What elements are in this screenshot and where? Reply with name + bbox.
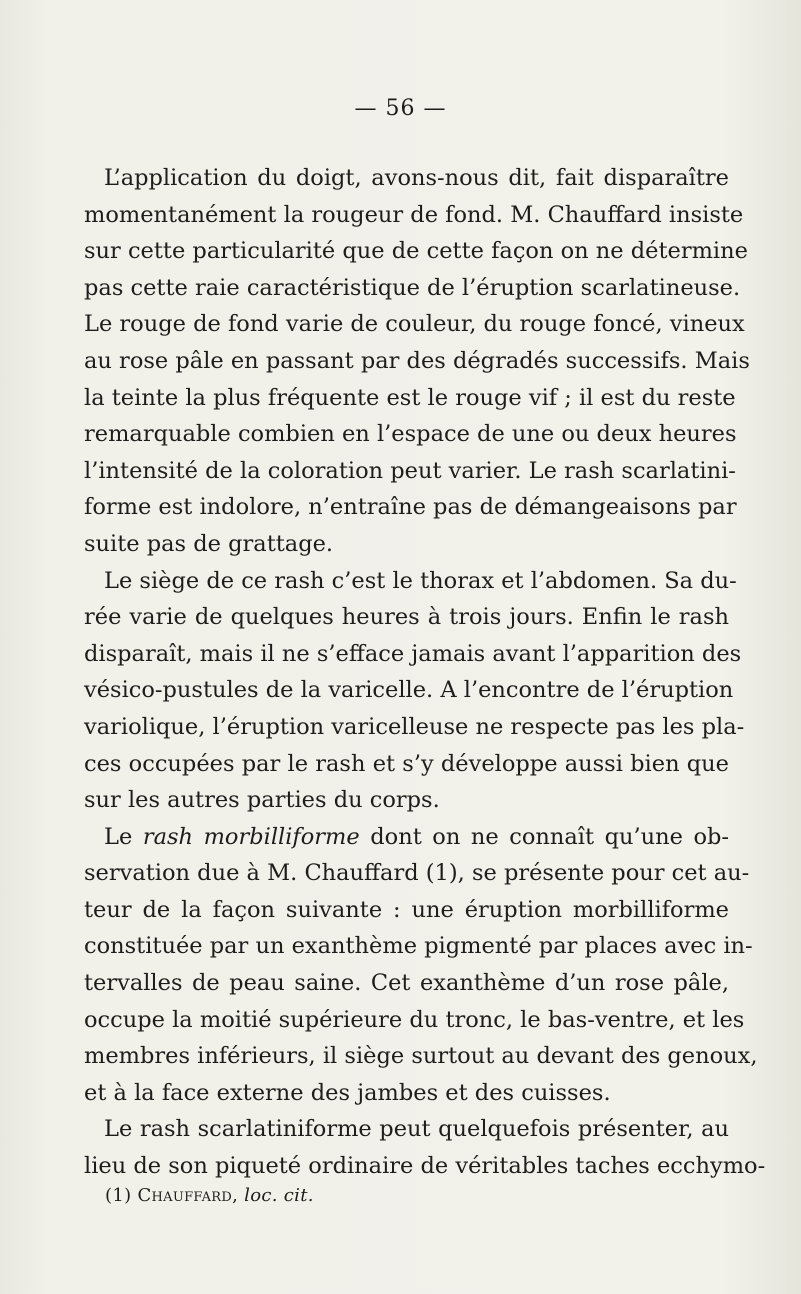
footnote-author: Chauffard,: [137, 1185, 239, 1206]
text-line: teur de la façon suivante : une éruption morbilliforme: [84, 896, 729, 923]
text-line: suite pas de grattage.: [84, 530, 334, 557]
footnote-reference: loc. cit.: [244, 1185, 314, 1206]
text-line: au rose pâle en passant par des dégradés successifs. Mais: [84, 347, 750, 374]
rash-line-rest: dont on ne connaît qu’une ob-: [370, 823, 730, 850]
text-line: tervalles de peau saine. Cet exanthème d’un rose pâle,: [84, 970, 729, 997]
text-line: ces occupées par le rash et s’y développe aussi bien que: [84, 750, 729, 777]
text-line: variolique, l’éruption varicelleuse ne respecte pas les pla-: [84, 713, 745, 740]
text-line: forme est indolore, n’entraîne pas de démangeaisons par: [84, 494, 737, 521]
body-text: [84, 160, 766, 1185]
text-line: membres inférieurs, il siège surtout au devant des genoux,: [84, 1043, 758, 1070]
text-line-rash-morbilliforme: [84, 819, 729, 856]
text-line: L’application du doigt, avons-nous dit, fait disparaître: [104, 165, 729, 191]
text-line: pas cette raie caractéristique de l’éruption scarlatineuse.: [84, 274, 741, 301]
text-line: momentanément la rougeur de fond. M. Chauffard insiste: [84, 201, 744, 228]
footnote-number: (1): [105, 1185, 132, 1206]
footnote: [105, 1185, 314, 1206]
text-line: la teinte la plus fréquente est le rouge vif ; il est du reste: [84, 384, 736, 411]
text-line: lieu de son piqueté ordinaire de véritables taches ecchymo-: [84, 1153, 766, 1180]
text-line: et à la face externe des jambes et des cuisses.: [84, 1079, 611, 1106]
page-number-header: — 56 —: [354, 96, 447, 121]
rash-line-prefix: Le: [104, 823, 133, 850]
rash-morbilliforme-term: rash morbilliforme: [142, 823, 360, 850]
text-line: servation due à M. Chauffard (1), se présente pour cet au-: [84, 860, 750, 887]
text-line: sur les autres parties du corps.: [84, 787, 440, 814]
text-line: vésico-pustules de la varicelle. A l’encontre de l’éruption: [84, 677, 734, 704]
text-line: remarquable combien en l’espace de une ou deux heures: [84, 421, 737, 448]
text-line: Le rash scarlatiniforme peut quelquefois présenter, au: [104, 1116, 729, 1143]
text-line: Le siège de ce rash c’est le thorax et l’abdomen. Sa du-: [104, 567, 737, 594]
text-line: constituée par un exanthème pigmenté par places avec in-: [84, 933, 753, 960]
text-line: occupe la moitié supérieure du tronc, le bas-ventre, et les: [84, 1006, 745, 1033]
text-line: disparaît, mais il ne s’efface jamais avant l’apparition des: [84, 640, 742, 667]
text-line: sur cette particularité que de cette façon on ne détermine: [84, 238, 748, 265]
text-line: rée varie de quelques heures à trois jours. Enfin le rash: [84, 604, 729, 631]
text-line: Le rouge de fond varie de couleur, du rouge foncé, vineux: [84, 311, 745, 338]
text-line: l’intensité de la coloration peut varier. Le rash scarlatini-: [84, 457, 736, 484]
